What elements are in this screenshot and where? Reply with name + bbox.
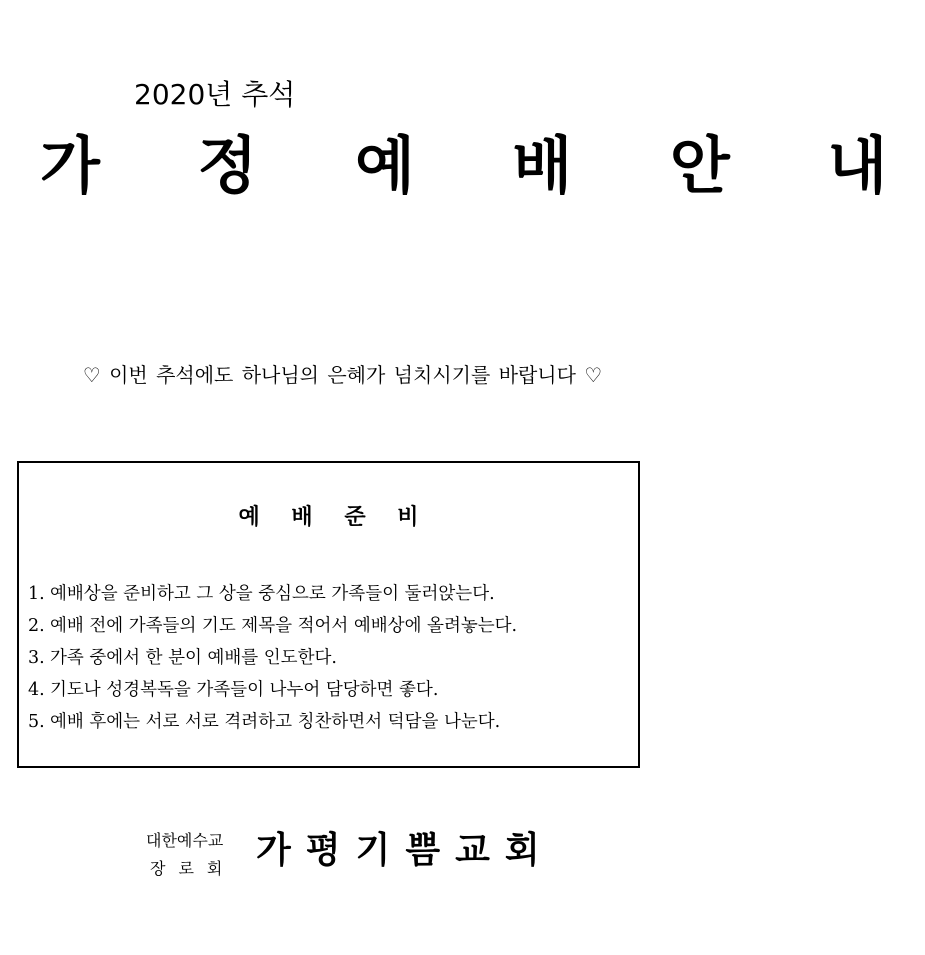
item-text: 예배 전에 가족들의 기도 제목을 적어서 예배상에 올려놓는다. — [50, 616, 518, 636]
list-item — [28, 578, 517, 610]
item-number: 5. — [28, 712, 45, 732]
list-item — [28, 674, 517, 706]
list-item — [28, 706, 517, 738]
blessing-text: ♡ 이번 추석에도 하나님의 은혜가 넘치시기를 바랍니다 ♡ — [82, 363, 603, 387]
preparation-list — [28, 578, 517, 738]
item-text: 예배 후에는 서로 서로 격려하고 칭찬하면서 덕담을 나눈다. — [50, 712, 501, 732]
preparation-title: 예 배 준 비 — [238, 504, 431, 530]
item-number: 3. — [28, 648, 45, 668]
page-title: 가 정 예 배 안 내 — [40, 129, 925, 202]
church-name: 가평기쁨교회 — [256, 830, 555, 871]
item-text: 가족 중에서 한 분이 예배를 인도한다. — [50, 648, 337, 668]
church-affiliation — [146, 827, 242, 883]
item-number: 1. — [28, 584, 45, 604]
item-text: 기도나 성경복독을 가족들이 나누어 담당하면 좋다. — [50, 680, 439, 700]
item-number: 2. — [28, 616, 45, 636]
subtitle: 2020년 추석 — [134, 78, 296, 111]
item-text: 예배상을 준비하고 그 상을 중심으로 가족들이 둘러앉는다. — [50, 584, 495, 604]
denomination-label: 대한예수교 — [146, 831, 224, 850]
item-number: 4. — [28, 680, 45, 700]
council-label: 장로회 — [150, 859, 236, 878]
list-item — [28, 642, 517, 674]
preparation-box — [17, 461, 640, 768]
list-item — [28, 610, 517, 642]
